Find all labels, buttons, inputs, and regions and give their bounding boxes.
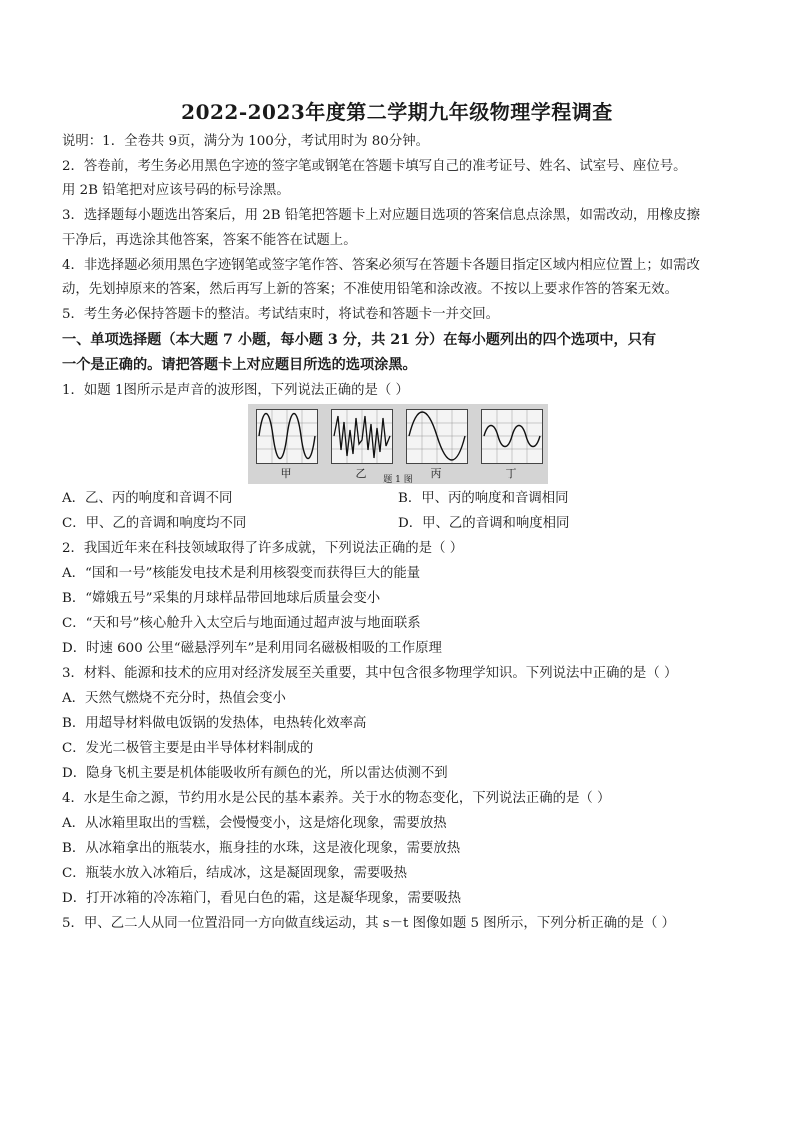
figure-label: 乙 — [355, 467, 367, 480]
waveform-panel-jia — [256, 409, 318, 464]
option-a: A．乙、丙的响度和音调不同 — [62, 491, 233, 506]
waveform-figure — [248, 404, 548, 484]
option-d: D．甲、乙的音调和响度相同 — [398, 516, 570, 531]
option-d: D．打开冰箱的冷冻箱门，看见白色的霜，这是凝华现象，需要吸热 — [62, 891, 462, 906]
page-title: 2022-2023年度第二学期九年级物理学程调查 — [181, 100, 613, 124]
question-5-stem: 5．甲、乙二人从同一位置沿同一方向做直线运动，其 s－t 图像如题 5 图所示，下列分析正确的是（ ） — [62, 916, 675, 931]
instruction-line: 干净后，再选涂其他答案，答案不能答在试题上。 — [62, 233, 357, 248]
instruction-line: 4．非选择题必须用黑色字迹钢笔或签字笔作答、答案必须写在答题卡各题目指定区域内相应位置上；如需改 — [62, 258, 700, 273]
instruction-line: 5．考生务必保持答题卡的整洁。考试结束时，将试卷和答题卡一并交回。 — [62, 307, 500, 322]
option-b: B．甲、丙的响度和音调相同 — [398, 491, 569, 506]
waveform-yi-icon — [332, 410, 392, 463]
section-heading: 一、单项选择题（本大题 7 小题，每小题 3 分，共 21 分）在每小题列出的四个选项中，只有 — [62, 332, 657, 348]
option-b: B．从冰箱拿出的瓶装水，瓶身挂的水珠，这是液化现象，需要放热 — [62, 841, 461, 856]
instruction-line: 说明：1．全卷共 9页，满分为 100分，考试用时为 80分钟。 — [62, 134, 429, 149]
option-d: D．隐身飞机主要是机体能吸收所有颜色的光，所以雷达侦测不到 — [62, 766, 448, 781]
question-2-stem: 2．我国近年来在科技领域取得了许多成就，下列说法正确的是（ ） — [62, 541, 464, 556]
option-c: C．瓶装水放入冰箱后，结成冰，这是凝固现象，需要吸热 — [62, 866, 408, 881]
instruction-line: 动，先划掉原来的答案，然后再写上新的答案；不准使用铅笔和涂改液。不按以上要求作答的答案无效。 — [62, 282, 678, 297]
option-d: D．时速 600 公里“磁悬浮列车”是利用同名磁极相吸的工作原理 — [62, 641, 442, 656]
figure-label: 甲 — [280, 467, 292, 480]
option-b: B．“嫦娥五号”采集的月球样品带回地球后质量会变小 — [62, 591, 381, 606]
option-a: A．天然气燃烧不充分时，热值会变小 — [62, 691, 286, 706]
question-1-stem: 1．如题 1图所示是声音的波形图，下列说法正确的是（ ） — [62, 383, 409, 398]
question-4-stem: 4．水是生命之源，节约用水是公民的基本素养。关于水的物态变化，下列说法正确的是（ ） — [62, 791, 611, 806]
option-a: A．“国和一号”核能发电技术是利用核裂变而获得巨大的能量 — [62, 566, 421, 581]
option-c: C．发光二极管主要是由半导体材料制成的 — [62, 741, 314, 756]
section-heading: 一个是正确的。请把答题卡上对应题目所选的选项涂黑。 — [62, 357, 417, 373]
instruction-line: 用 2B 铅笔把对应该号码的标号涂黑。 — [62, 183, 290, 198]
option-a: A．从冰箱里取出的雪糕，会慢慢变小，这是熔化现象，需要放热 — [62, 816, 447, 831]
figure-label: 丁 — [505, 467, 517, 480]
figure-caption: 题 1 图 — [383, 475, 413, 485]
question-3-stem: 3．材料、能源和技术的应用对经济发展至关重要，其中包含很多物理学知识。下列说法中正确的是（ ） — [62, 666, 678, 681]
waveform-ding-icon — [482, 410, 542, 463]
instruction-line: 3．选择题每小题选出答案后，用 2B 铅笔把答题卡上对应题目选项的答案信息点涂黑，如需改动，用橡皮擦 — [62, 208, 700, 223]
option-c: C．“天和号”核心舱升入太空后与地面通过超声波与地面联系 — [62, 616, 421, 631]
figure-label: 丙 — [430, 467, 442, 480]
waveform-jia-icon — [257, 410, 317, 463]
waveform-panel-bing — [406, 409, 468, 464]
waveform-panel-yi — [331, 409, 393, 464]
waveform-bing-icon — [407, 410, 467, 463]
waveform-panel-ding — [481, 409, 543, 464]
option-b: B．用超导材料做电饭锅的发热体，电热转化效率高 — [62, 716, 367, 731]
option-c: C．甲、乙的音调和响度均不同 — [62, 516, 247, 531]
instruction-line: 2．答卷前，考生务必用黑色字迹的签字笔或钢笔在答题卡填写自己的准考证号、姓名、试室号、座位号。 — [62, 159, 687, 174]
